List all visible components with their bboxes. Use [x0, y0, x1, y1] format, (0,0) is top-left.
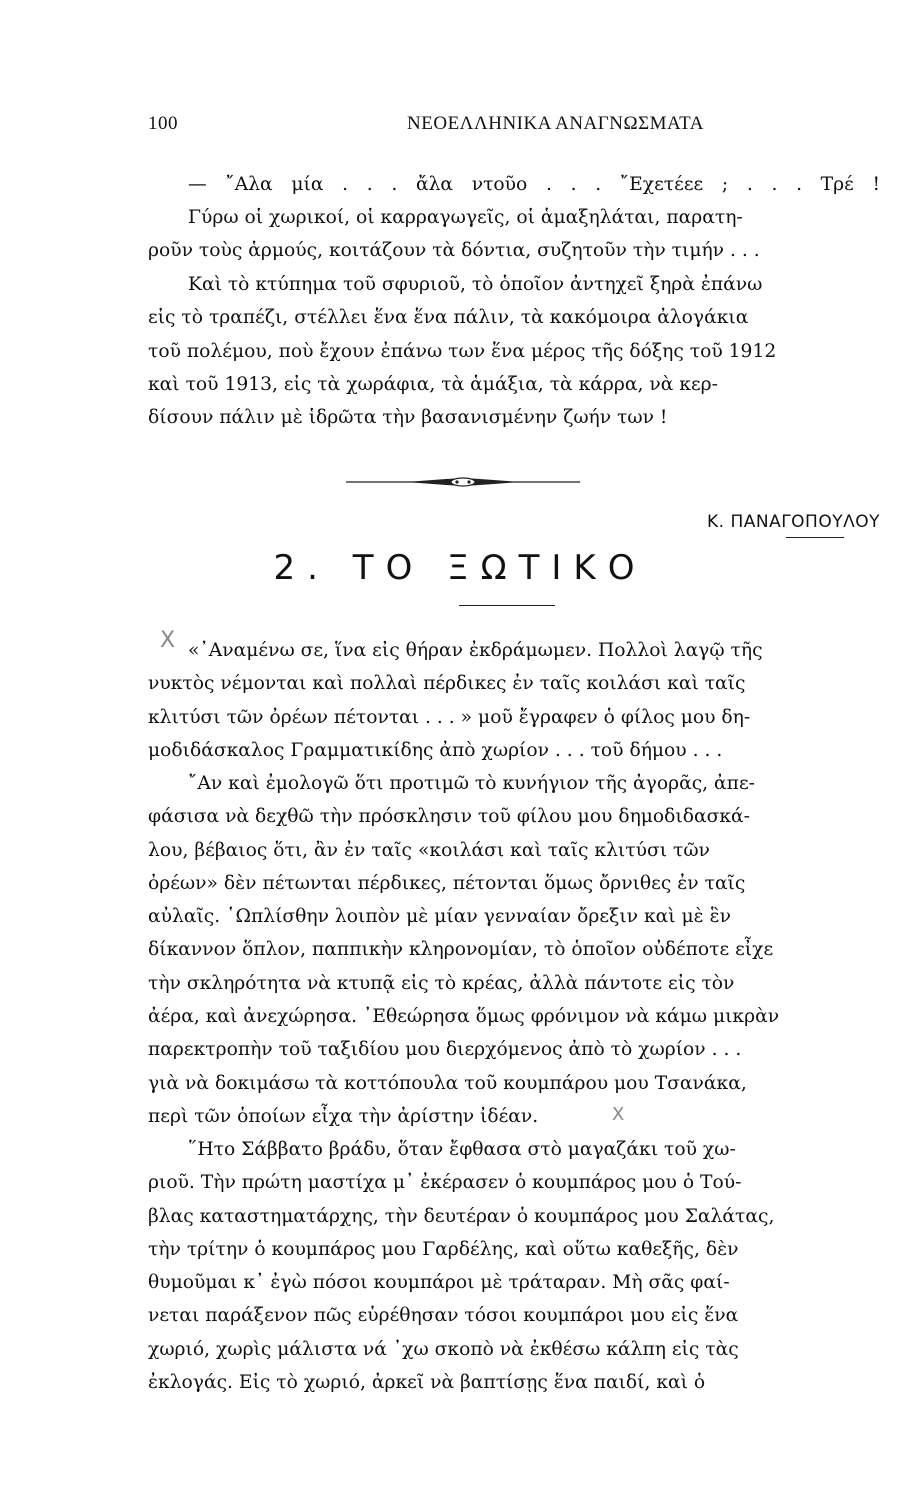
text-line: ῎Αν καὶ ἐμολογῶ ὅτι προτιμῶ τὸ κυνήγιον τῆς ἀγορᾶς, ἀπε-	[188, 773, 755, 794]
paragraph-dialogue	[148, 168, 880, 201]
text-line: δίκαννον ὅπλον, παππικὴν κληρονομίαν, τὸ ὁποῖον οὐδέποτε εἶχε	[148, 939, 774, 961]
paragraph	[148, 634, 880, 767]
text-line: τοῦ πολέμου, ποὺ ἔχουν ἐπάνω των ἕνα μέρος τῆς δόξης τοῦ 1912	[148, 340, 777, 362]
running-title: ΝΕΟΕΛΛΗΝΙΚΑ ΑΝΑΓΝΩΣΜΑΤΑ	[407, 113, 704, 134]
author-name: Κ. ΠΑΝΑΓΟΠΟΥΛΟΥ	[706, 512, 880, 532]
text-line: αὐλαῖς. ῾Ωπλίσθην λοιπὸν μὲ μίαν γενναίαν ὄρεξιν καὶ μὲ ἓν	[148, 906, 732, 928]
text-line: βλας καταστηματάρχης, τὴν δευτέραν ὁ κουμπάρος μου Σαλάτας,	[148, 1205, 775, 1227]
text-line: ἐκλογάς. Εἰς τὸ χωριό, ἀρκεῖ νὰ βαπτίσῃς ἕνα παιδί, καὶ ὁ	[148, 1372, 706, 1394]
running-head	[148, 113, 704, 141]
text-line: γιὰ νὰ δοκιμάσω τὰ κοττόπουλα τοῦ κουμπάρου μου Τσανάκα,	[148, 1072, 747, 1094]
text-line: λου, βέβαιος ὅτι, ἂν ἐν ταῖς «κοιλάσι καὶ ταῖς κλιτύσι τῶν	[148, 839, 710, 861]
text-line: — ῎Αλα μία . . . ἄλα ντοῦο . . . ῎Εχετέεε ; . . . Τρέ !	[188, 174, 880, 195]
title-rule	[459, 605, 555, 606]
text-line: «᾿Αναμένω σε, ἵνα εἰς θήραν ἐκδράμωμεν. Πολλοὶ λαγῷ τῆς	[188, 640, 763, 661]
text-line: θυμοῦμαι κ᾿ ἐγὼ πόσοι κουμπάροι μὲ τράταραν. Μὴ σᾶς φαί-	[148, 1272, 730, 1294]
text-line: ριοῦ. Τὴν πρώτη μαστίχα μ᾿ ἐκέρασεν ὁ κουμπάρος μου ὁ Τού-	[148, 1172, 742, 1194]
paragraph	[148, 767, 880, 1133]
text-line: μοδιδάσκαλος Γραμματικίδης ἀπὸ χωρίον . . . τοῦ δήμου . . .	[148, 739, 723, 761]
text-line: Γύρω οἱ χωρικοί, οἱ καρραγωγεῖς, οἱ ἁμαξηλάται, παρατη-	[188, 207, 743, 228]
text-line: ὀρέων» δὲν πέτωνται πέρδικες, πέτονται ὅμως ὄρνιθες ἐν ταῖς	[148, 872, 746, 894]
author-underline	[786, 537, 844, 538]
text-line: τὴν σκληρότητα νὰ κτυπᾷ εἰς τὸ κρέας, ἀλλὰ πάντοτε εἰς τὸν	[148, 972, 735, 994]
text-line: εἰς τὸ τραπέζι, στέλλει ἕνα ἕνα πάλιν, τὰ κακόμοιρα ἀλογάκια	[148, 307, 749, 329]
paragraph	[148, 1133, 880, 1399]
paragraph	[148, 201, 880, 268]
text-line: περὶ τῶν ὁποίων εἶχα τὴν ἀρίστην ἰδέαν.	[148, 1105, 539, 1127]
chapter-title: 2. ΤΟ ΞΩΤΙΚΟ	[273, 548, 647, 588]
text-line: παρεκτροπὴν τοῦ ταξιδίου μου διερχόμενος ἀπὸ τὸ χωρίον . . .	[148, 1039, 742, 1061]
text-line: Καὶ τὸ κτύπημα τοῦ σφυριοῦ, τὸ ὁποῖον ἀντηχεῖ ξηρὰ ἐπάνω	[188, 274, 763, 295]
text-line: κλιτύσι τῶν ὀρέων πέτονται . . . » μοῦ ἔγραφεν ὁ φίλος μου δη-	[148, 706, 751, 728]
text-line: χωριό, χωρὶς μάλιστα νά ᾿χω σκοπὸ νὰ ἐκθέσω κάλπη εἰς τὰς	[148, 1338, 739, 1360]
page-number: 100	[148, 113, 178, 134]
text-line: καὶ τοῦ 1913, εἰς τὰ χωράφια, τὰ ἁμάξια, τὰ κάρρα, νὰ κερ-	[148, 373, 718, 395]
text-line: φάσισα νὰ δεχθῶ τὴν πρόσκλησιν τοῦ φίλου μου δημοδιδασκά-	[148, 806, 750, 828]
pencil-mark: X	[160, 628, 176, 653]
ornamental-divider	[346, 477, 580, 487]
text-line: νυκτὸς νέμονται καὶ πολλαὶ πέρδικες ἐν ταῖς κοιλάσι καὶ ταῖς	[148, 673, 746, 695]
text-line: τὴν τρίτην ὁ κουμπάρος μου Γαρδέλης, καὶ οὕτω καθεξῆς, δὲν	[148, 1238, 739, 1260]
text-line: δίσουν πάλιν μὲ ἱδρῶτα τὴν βασανισμένην ζωήν των !	[148, 407, 668, 429]
paragraph	[148, 268, 880, 434]
text-line: ἀέρα, καὶ ἀνεχώρησα. ᾿Εθεώρησα ὅμως φρόνιμον νὰ κάμω μικρὰν	[148, 1006, 780, 1028]
text-line: νεται παράξενον πῶς εὑρέθησαν τόσοι κουμπάροι μου εἰς ἕνα	[148, 1305, 739, 1327]
text-line: ῞Ητο Σάββατο βράδυ, ὅταν ἔφθασα στὸ μαγαζάκι τοῦ χω-	[188, 1139, 736, 1160]
text-line: ροῦν τοὺς ἁρμούς, κοιτάζουν τὰ δόντια, συζητοῦν τὴν τιμήν . . .	[148, 240, 760, 262]
pencil-mark: X	[612, 1104, 625, 1125]
